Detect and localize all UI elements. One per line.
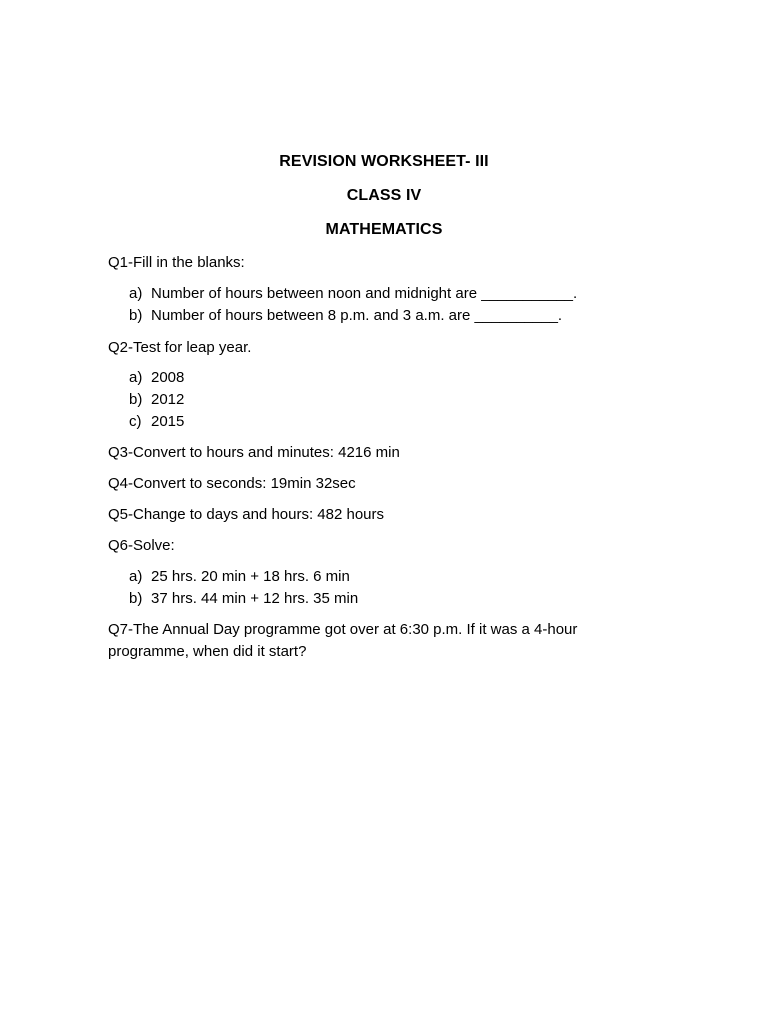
list-item-text: Number of hours between 8 p.m. and 3 a.m. are __________. <box>151 307 563 324</box>
q2-item-c <box>129 411 184 433</box>
q1-prompt: Q1-Fill in the blanks: <box>108 254 245 271</box>
q6-item-b <box>129 588 358 610</box>
q6-item-a <box>129 566 350 588</box>
worksheet-title: REVISION WORKSHEET- III <box>279 153 489 170</box>
list-item-text: 2008 <box>151 369 185 386</box>
list-item-text: 2015 <box>151 413 185 430</box>
q4-prompt: Q4-Convert to seconds: 19min 32sec <box>108 475 356 492</box>
q2-prompt: Q2-Test for leap year. <box>108 339 252 356</box>
q5-prompt: Q5-Change to days and hours: 482 hours <box>108 506 385 523</box>
list-marker: a) <box>129 285 143 302</box>
list-marker: b) <box>129 590 143 607</box>
list-marker: c) <box>129 413 142 430</box>
list-item-text: Number of hours between noon and midnight are ___________. <box>151 285 578 302</box>
list-marker: b) <box>129 307 143 324</box>
q2-item-a <box>129 367 184 389</box>
list-item-text: 25 hrs. 20 min + 18 hrs. 6 min <box>151 568 350 585</box>
list-marker: a) <box>129 568 143 585</box>
q6-prompt: Q6-Solve: <box>108 537 175 554</box>
q1-item-b <box>129 305 562 327</box>
list-marker: a) <box>129 369 143 386</box>
q2-item-b <box>129 389 184 411</box>
q1-item-a <box>129 283 577 305</box>
list-marker: b) <box>129 391 143 408</box>
q7-prompt: Q7-The Annual Day programme got over at 6:30 p.m. If it was a 4-hour programme, when did it start? <box>108 621 578 660</box>
class-heading: CLASS IV <box>346 187 422 204</box>
q3-prompt: Q3-Convert to hours and minutes: 4216 min <box>108 444 400 461</box>
list-item-text: 37 hrs. 44 min + 12 hrs. 35 min <box>151 590 359 607</box>
subject-heading: MATHEMATICS <box>325 221 443 238</box>
list-item-text: 2012 <box>151 391 185 408</box>
